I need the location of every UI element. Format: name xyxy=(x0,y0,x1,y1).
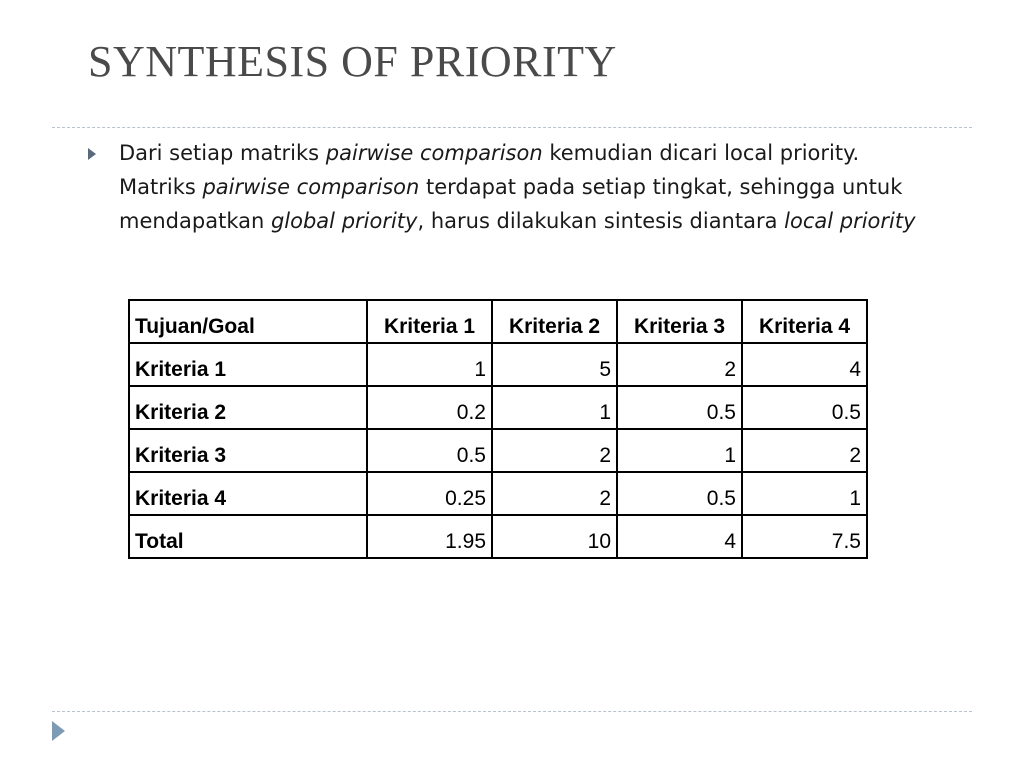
title-divider xyxy=(52,127,972,128)
table-cell: 4 xyxy=(617,515,742,558)
table-cell: 0.5 xyxy=(742,386,867,429)
table-cell: 2 xyxy=(492,429,617,472)
table-row xyxy=(129,429,867,472)
para-italic-3: global priority xyxy=(270,209,418,233)
table-cell: 5 xyxy=(492,343,617,386)
row-label: Total xyxy=(129,515,367,558)
table-cell: 10 xyxy=(492,515,617,558)
table-cell: 1 xyxy=(617,429,742,472)
table-cell: 1 xyxy=(492,386,617,429)
table-cell: 0.2 xyxy=(367,386,492,429)
table-cell: 0.25 xyxy=(367,472,492,515)
table-cell: 2 xyxy=(492,472,617,515)
pairwise-comparison-table xyxy=(128,299,868,559)
bullet-paragraph xyxy=(119,136,919,238)
header-cell: Tujuan/Goal xyxy=(129,300,367,343)
para-text-4: , harus dilakukan sintesis diantara xyxy=(417,209,785,233)
slide-title: SYNTHESIS OF PRIORITY xyxy=(88,37,617,86)
para-italic-4: local priority xyxy=(784,209,916,233)
table-row xyxy=(129,343,867,386)
header-cell: Kriteria 2 xyxy=(492,300,617,343)
table-cell: 0.5 xyxy=(617,386,742,429)
header-cell: Kriteria 4 xyxy=(742,300,867,343)
table-header-row xyxy=(129,300,867,343)
para-text-3: terdapat pada setiap tingkat, sehingga untuk mendapatkan xyxy=(119,175,903,233)
table-cell: 1 xyxy=(367,343,492,386)
table-cell: 2 xyxy=(742,429,867,472)
row-label: Kriteria 3 xyxy=(129,429,367,472)
row-label: Kriteria 4 xyxy=(129,472,367,515)
table-row xyxy=(129,386,867,429)
table-cell: 2 xyxy=(617,343,742,386)
row-label: Kriteria 2 xyxy=(129,386,367,429)
header-cell: Kriteria 3 xyxy=(617,300,742,343)
next-arrow-icon[interactable] xyxy=(52,721,65,741)
table-row-total xyxy=(129,515,867,558)
table-cell: 7.5 xyxy=(742,515,867,558)
para-text-2: kemudian dicari local priority. Matriks xyxy=(119,141,860,199)
table-cell: 0.5 xyxy=(367,429,492,472)
table-cell: 1 xyxy=(742,472,867,515)
table-cell: 0.5 xyxy=(617,472,742,515)
table-row xyxy=(129,472,867,515)
table-cell: 4 xyxy=(742,343,867,386)
header-cell: Kriteria 1 xyxy=(367,300,492,343)
para-italic-1: pairwise comparison xyxy=(325,141,543,165)
table-cell: 1.95 xyxy=(367,515,492,558)
para-italic-2: pairwise comparison xyxy=(202,175,420,199)
footer-divider xyxy=(52,711,972,712)
triangle-bullet-icon xyxy=(88,148,96,160)
para-text-1: Dari setiap matriks xyxy=(119,141,326,165)
row-label: Kriteria 1 xyxy=(129,343,367,386)
